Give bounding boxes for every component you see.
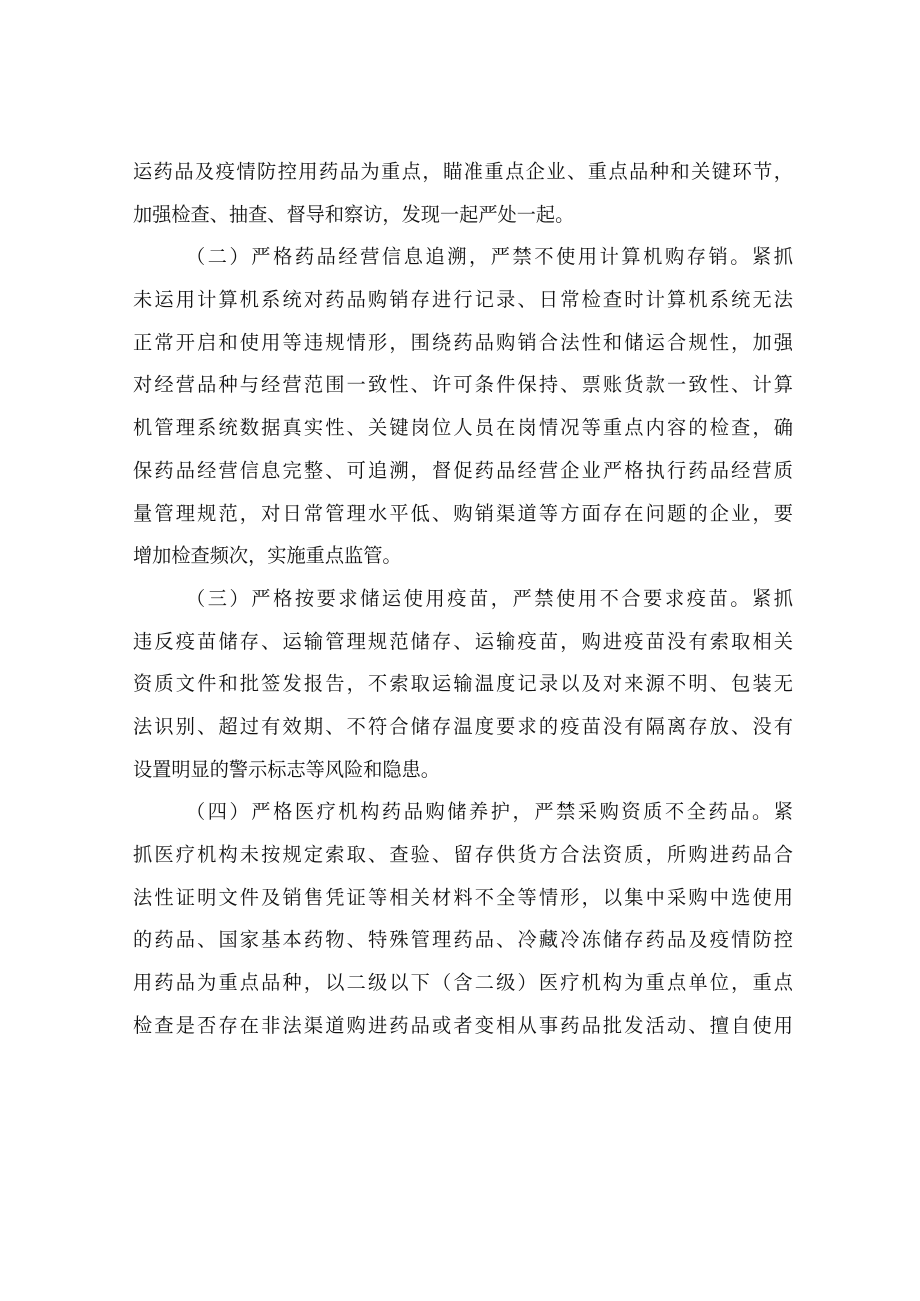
text-line: 量管理规范，对日常管理水平低、购销渠道等方面存在问题的企业，要 xyxy=(133,501,793,525)
paragraph-heading-3: （三）严格按要求储运使用疫苗，严禁使用不合要求疫苗。紧抓 xyxy=(186,586,793,610)
text-line: 机管理系统数据真实性、关键岗位人员在岗情况等重点内容的检查，确 xyxy=(133,416,793,440)
text-line: 加强检查、抽查、督导和察访，发现一起严处一起。 xyxy=(133,202,575,226)
text-line: 增加检查频次，实施重点监管。 xyxy=(133,544,402,568)
text-line: 正常开启和使用等违规情形，围绕药品购销合法性和储运合规性，加强 xyxy=(133,330,793,354)
paragraph-heading-2: （二）严格药品经营信息追溯，严禁不使用计算机购存销。紧抓 xyxy=(186,245,793,269)
text-line: 运药品及疫情防控用药品为重点，瞄准重点企业、重点品种和关键环节， xyxy=(133,160,793,183)
text-line: 违反疫苗储存、运输管理规范储存、运输疫苗，购进疫苗没有索取相关 xyxy=(133,629,793,653)
text-line: 设置明显的警示标志等风险和隐患。 xyxy=(133,757,440,781)
text-line: 抓医疗机构未按规定索取、查验、留存供货方合法资质，所购进药品合 xyxy=(133,843,793,866)
text-line: 对经营品种与经营范围一致性、许可条件保持、票账货款一致性、计算 xyxy=(133,373,793,397)
text-line: 的药品、国家基本药物、特殊管理药品、冷藏冷冻储存药品及疫情防控 xyxy=(133,928,793,952)
text-line: 保药品经营信息完整、可追溯，督促药品经营企业严格执行药品经营质 xyxy=(133,458,793,482)
text-line: 资质文件和批签发报告，不索取运输温度记录以及对来源不明、包装无 xyxy=(133,672,793,696)
document-body xyxy=(133,151,793,1047)
paragraph-heading-4: （四）严格医疗机构药品购储养护，严禁采购资质不全药品。紧 xyxy=(186,800,793,824)
text-line: 法性证明文件及销售凭证等相关材料不全等情形，以集中采购中选使用 xyxy=(133,885,793,909)
text-line: 用药品为重点品种，以二级以下（含二级）医疗机构为重点单位，重点 xyxy=(133,971,793,995)
text-line: 未运用计算机系统对药品购销存进行记录、日常检查时计算机系统无法 xyxy=(133,288,793,312)
text-line: 检查是否存在非法渠道购进药品或者变相从事药品批发活动、擅自使用 xyxy=(133,1013,793,1037)
text-line: 法识别、超过有效期、不符合储存温度要求的疫苗没有隔离存放、没有 xyxy=(133,714,793,738)
